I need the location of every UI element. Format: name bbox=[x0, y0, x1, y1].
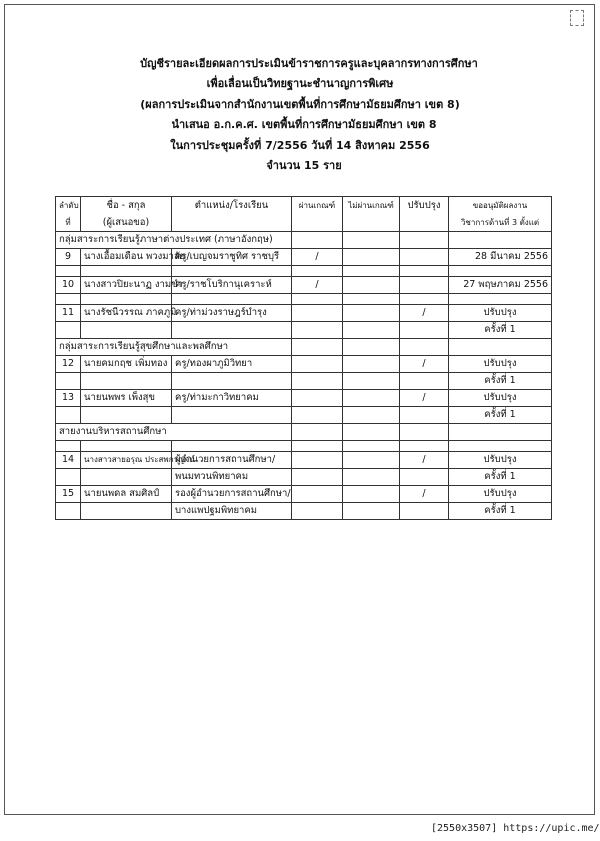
table-header-row bbox=[56, 197, 552, 232]
header-subtitle: เพื่อเลื่อนเป็นวิทยฐานะชำนาญการพิเศษ bbox=[206, 77, 394, 91]
row-improve bbox=[400, 249, 449, 266]
row-name: นางสาวปิยะนาฏ งามขำ bbox=[81, 277, 172, 294]
table-row bbox=[56, 486, 552, 503]
row-no: 15 bbox=[56, 486, 81, 503]
group-row bbox=[56, 339, 552, 356]
row-result: ปรับปรุง bbox=[449, 452, 552, 469]
row-result-note: ครั้งที่ 1 bbox=[449, 322, 552, 339]
row-name: นางสาวสายอรุณ ประสพกาญจน์ bbox=[81, 452, 172, 469]
row-no: 13 bbox=[56, 390, 81, 407]
header-meeting: ในการประชุมครั้งที่ 7/2556 วันที่ 14 สิงหาคม 2556 bbox=[170, 138, 430, 152]
table-row bbox=[56, 452, 552, 469]
row-position: ครู/ท่ามะกาวิทยาคม bbox=[172, 390, 292, 407]
group-title: สายงานบริหารสถานศึกษา bbox=[56, 424, 292, 441]
row-position-school: บางแพปฐมพิทยาคม bbox=[172, 503, 292, 520]
row-result: ปรับปรุง bbox=[449, 390, 552, 407]
group-title: กลุ่มสาระการเรียนรู้สุขศึกษาและพลศึกษา bbox=[56, 339, 292, 356]
row-fail bbox=[343, 277, 400, 294]
row-improve: / bbox=[400, 305, 449, 322]
row-pass bbox=[292, 452, 343, 469]
row-result: 28 มีนาคม 2556 bbox=[449, 249, 552, 266]
row-fail bbox=[343, 452, 400, 469]
row-pass bbox=[292, 390, 343, 407]
header-count: จำนวน 15 ราย bbox=[266, 159, 342, 173]
group-row bbox=[56, 424, 552, 441]
row-result: 27 พฤษภาคม 2556 bbox=[449, 277, 552, 294]
row-pass bbox=[292, 356, 343, 373]
row-result-note: ครั้งที่ 1 bbox=[449, 469, 552, 486]
row-pass: / bbox=[292, 249, 343, 266]
row-name: นายนพดล สมศิลป์ bbox=[81, 486, 172, 503]
col-pass: ผ่านเกณฑ์ bbox=[292, 197, 343, 232]
document-header bbox=[0, 54, 600, 176]
image-source-caption: [2550x3507] https://upic.me/ bbox=[431, 823, 600, 834]
row-position: ผู้อำนวยการสถานศึกษา/ bbox=[172, 452, 292, 469]
row-improve: / bbox=[400, 486, 449, 503]
row-name: นางรัชนีวรรณ ภาคภูมิ bbox=[81, 305, 172, 322]
group-title: กลุ่มสาระการเรียนรู้ภาษาต่างประเทศ (ภาษาอังกฤษ) bbox=[56, 232, 292, 249]
row-fail bbox=[343, 390, 400, 407]
col-request: ขออนุมัติผลงาน วิชาการด้านที่ 3 ตั้งแต่ bbox=[449, 197, 552, 232]
row-position: รองผู้อำนวยการสถานศึกษา/ bbox=[172, 486, 292, 503]
row-no: 11 bbox=[56, 305, 81, 322]
table-row bbox=[56, 277, 552, 294]
row-no: 9 bbox=[56, 249, 81, 266]
corner-mark bbox=[570, 10, 584, 26]
table-row bbox=[56, 249, 552, 266]
row-position-school: พนมทวนพิทยาคม bbox=[172, 469, 292, 486]
results-table bbox=[55, 196, 552, 520]
header-source: (ผลการประเมินจากสำนักงานเขตพื้นที่การศึกษามัธยมศึกษา เขต 8) bbox=[140, 97, 460, 111]
row-position: ครู/ทองผาภูมิวิทยา bbox=[172, 356, 292, 373]
row-improve: / bbox=[400, 356, 449, 373]
col-name: ชื่อ - สกุล (ผู้เสนอขอ) bbox=[81, 197, 172, 232]
row-result: ปรับปรุง bbox=[449, 356, 552, 373]
row-pass: / bbox=[292, 277, 343, 294]
row-name: นายคมกฤช เพิ่มทอง bbox=[81, 356, 172, 373]
group-row bbox=[56, 232, 552, 249]
table-row bbox=[56, 390, 552, 407]
row-result-note: ครั้งที่ 1 bbox=[449, 407, 552, 424]
col-no: ลำดับ ที่ bbox=[56, 197, 81, 232]
row-improve bbox=[400, 277, 449, 294]
row-result-note: ครั้งที่ 1 bbox=[449, 503, 552, 520]
table-row bbox=[56, 305, 552, 322]
col-improve: ปรับปรุง bbox=[400, 197, 449, 232]
row-fail bbox=[343, 305, 400, 322]
row-name: นางเอื้อมเดือน พวงมาลัย bbox=[81, 249, 172, 266]
row-name: นายนพพร เพ็งสุข bbox=[81, 390, 172, 407]
table-row bbox=[56, 356, 552, 373]
row-fail bbox=[343, 249, 400, 266]
row-result: ปรับปรุง bbox=[449, 305, 552, 322]
row-pass bbox=[292, 486, 343, 503]
header-presented: นำเสนอ อ.ก.ค.ศ. เขตพื้นที่การศึกษามัธยมศึกษา เขต 8 bbox=[171, 118, 437, 132]
row-no: 14 bbox=[56, 452, 81, 469]
header-title: บัญชีรายละเอียดผลการประเมินข้าราชการครูและบุคลากรทางการศึกษา bbox=[140, 57, 478, 70]
row-pass bbox=[292, 305, 343, 322]
row-improve: / bbox=[400, 390, 449, 407]
row-result-note: ครั้งที่ 1 bbox=[449, 373, 552, 390]
row-result: ปรับปรุง bbox=[449, 486, 552, 503]
col-fail: ไม่ผ่านเกณฑ์ bbox=[343, 197, 400, 232]
row-improve: / bbox=[400, 452, 449, 469]
row-position: ครู/เบญจมราชูทิศ ราชบุรี bbox=[172, 249, 292, 266]
row-fail bbox=[343, 356, 400, 373]
row-fail bbox=[343, 486, 400, 503]
row-no: 10 bbox=[56, 277, 81, 294]
row-position: ครู/ราชโบริกานุเคราะห์ bbox=[172, 277, 292, 294]
col-position: ตำแหน่ง/โรงเรียน bbox=[172, 197, 292, 232]
row-position: ครู/ท่าม่วงราษฎร์บำรุง bbox=[172, 305, 292, 322]
row-no: 12 bbox=[56, 356, 81, 373]
